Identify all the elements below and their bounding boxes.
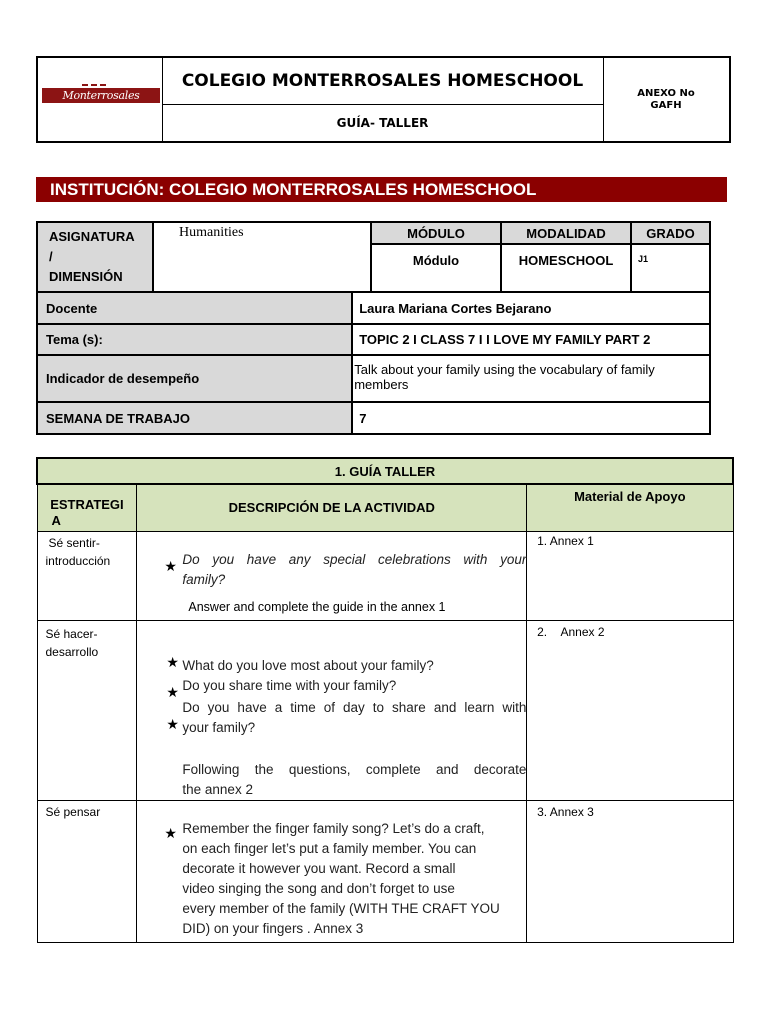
estrategia-cell: Sé pensar [37,800,137,942]
material-cell: 3. Annex 3 [527,800,733,942]
asignatura-label [37,222,153,292]
question-line: Do you have any special celebrations with your [182,551,527,567]
col-estrategia-line-1: ESTRATEGI [50,497,124,512]
activity-note: Following the questions, complete and decorate [182,761,527,777]
material-label: Annex 2 [560,624,605,639]
indicador-value: Talk about your family using the vocabulary of family members [352,355,710,402]
material-cell: 1. Annex 1 [527,531,733,620]
tema-label: Tema (s): [37,324,352,355]
question-line: family? [182,571,226,587]
table-row [37,620,733,800]
description-line: decorate it however you want. Record a small [182,860,456,876]
institution-bar: INSTITUCIÓN: COLEGIO MONTERROSALES HOMESCHOOL [36,177,727,202]
descripcion-cell [137,620,527,800]
col-material: Material de Apoyo [527,484,733,531]
star-bullet-icon: ★ [166,653,179,670]
anexo-code [603,58,729,171]
description-line: Remember the finger family song? Let’s do a craft, [182,820,485,836]
question-line: Do you share time with your family? [182,677,397,693]
anexo-line-1: ANEXO No [637,88,695,99]
info-table [36,221,711,435]
descripcion-cell [137,800,527,942]
star-bullet-icon: ★ [164,824,177,841]
question-line: What do you love most about your family? [182,657,434,673]
estrategia-line-1: Sé hacer- [45,626,98,641]
col-estrategia-line-2: A [51,513,61,528]
asignatura-label-3: DIMENSIÓN [49,269,123,284]
anexo-line-2: GAFH [650,100,682,111]
document-subtitle: GUÍA- TALLER [162,104,604,141]
star-bullet-icon: ★ [164,557,177,574]
grado-header: GRADO [631,222,710,244]
school-logo: Monterrosales [42,88,160,103]
indicador-label: Indicador de desempeño [37,355,352,402]
modulo-header: MÓDULO [371,222,501,244]
material-cell [527,620,733,800]
docente-value: Laura Mariana Cortes Bejarano [352,292,710,324]
asignatura-label-2: / [49,249,53,264]
star-bullet-icon: ★ [166,715,179,732]
estrategia-cell [37,531,137,620]
docente-label: Docente [37,292,352,324]
description-line: every member of the family (WITH THE CRAFT YOU [182,900,500,916]
star-bullet-icon: ★ [166,683,179,700]
modulo-value: Módulo [371,244,501,292]
question-line: your family? [182,719,256,735]
logo-ornament-icon [82,83,112,87]
modalidad-header: MODALIDAD [501,222,631,244]
tema-value: TOPIC 2 I CLASS 7 I I LOVE MY FAMILY PART 2 [352,324,710,355]
description-line: on each finger let’s put a family member. You can [182,840,477,856]
col-estrategia [37,484,137,531]
estrategia-line-2: introducción [45,553,111,568]
activity-note: the annex 2 [182,781,253,797]
logo-cell [38,58,163,141]
table-row [37,800,733,942]
activity-note: Answer and complete the guide in the annex 1 [188,599,446,614]
descripcion-cell [137,531,527,620]
modalidad-value: HOMESCHOOL [501,244,631,292]
guide-title: 1. GUÍA TALLER [37,458,733,484]
estrategia-cell [37,620,137,800]
guide-table [36,457,734,943]
material-number: 2. [537,624,548,639]
asignatura-value: Humanities [153,222,371,292]
asignatura-label-1: ASIGNATURA [49,229,135,244]
document-header [36,56,731,143]
semana-label: SEMANA DE TRABAJO [37,402,352,434]
school-title: COLEGIO MONTERROSALES HOMESCHOOL [162,58,604,105]
table-row [37,531,733,620]
description-line: DID) on your fingers . Annex 3 [182,920,364,936]
question-line: Do you have a time of day to share and learn with [182,699,527,715]
estrategia-line-2: desarrollo [45,644,99,659]
description-line: video singing the song and don’t forget to use [182,880,455,896]
semana-value: 7 [352,402,710,434]
col-descripcion: DESCRIPCIÓN DE LA ACTIVIDAD [137,484,527,531]
grado-value: J1 [631,244,710,292]
estrategia-line-1: Sé sentir- [48,535,100,550]
